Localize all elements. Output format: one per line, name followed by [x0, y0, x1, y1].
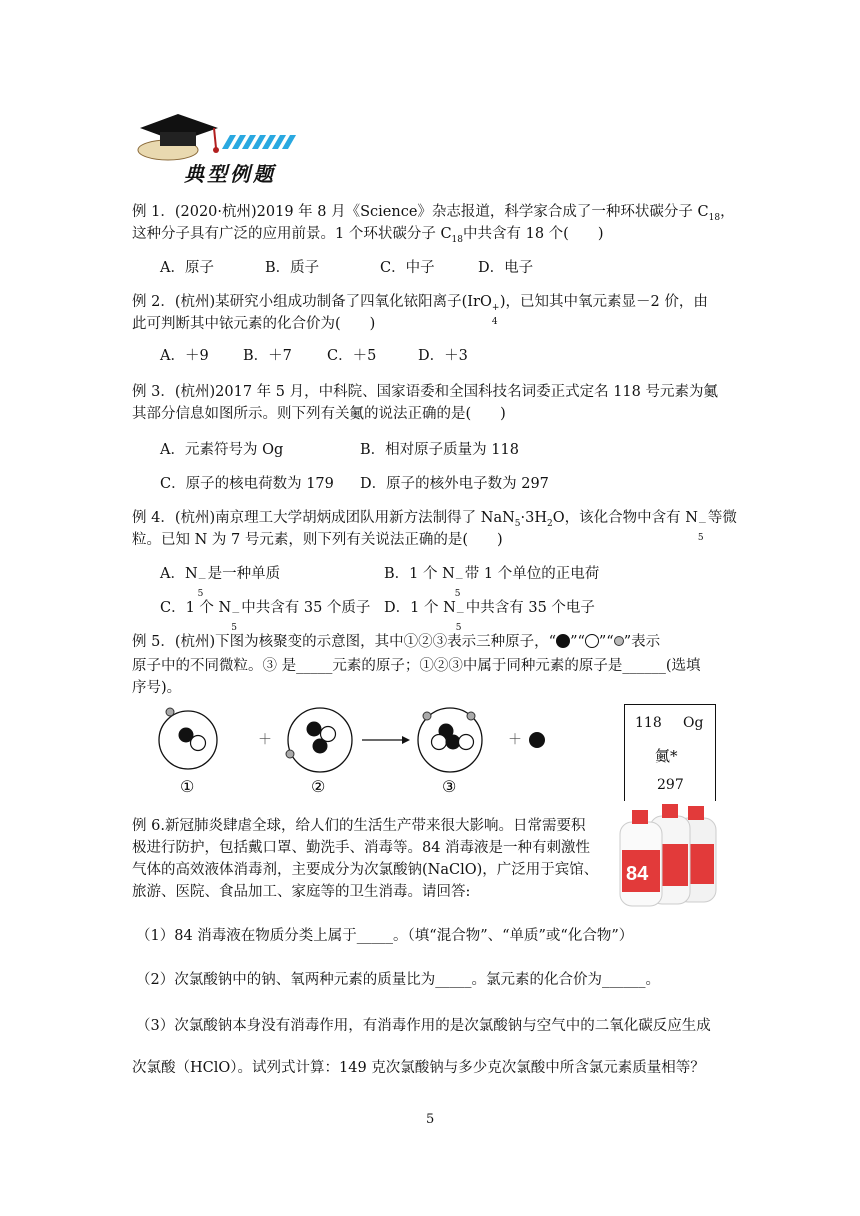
element-card	[624, 704, 716, 801]
ex2-line2: 此可判断其中铱元素的化合价为( )	[132, 316, 376, 332]
atom-2	[286, 708, 352, 772]
label-1: ①	[180, 777, 195, 796]
ex6-question-2: （2）次氯酸钠中的钠、氧两种元素的质量比为_____。氯元素的化合价为______。	[136, 972, 660, 988]
ex6-line1: 例 6.新冠肺炎肆虐全球，给人们的生活生产带来很大影响。日常需要积	[132, 818, 586, 834]
atom-1	[159, 708, 217, 769]
svg-text:84: 84	[626, 863, 649, 885]
ex3-line2: 其部分信息如图所示。则下列有关鿫的说法正确的是( )	[132, 406, 506, 422]
ex6-line4: 旅游、医院、食品加工、家庭等的卫生消毒。请回答:	[132, 884, 471, 900]
element-chinese-name: 鿫*	[655, 747, 678, 765]
ex4-line2: 粒。已知 N 为 7 号元素，则下列有关说法正确的是( )	[132, 532, 503, 548]
proton-dot-icon	[556, 634, 570, 648]
ex6-question-3b: 次氯酸（HClO）。试列式计算：149 克次氯酸钠与多少克次氯酸中所含氯元素质量相等？	[132, 1060, 705, 1076]
ex1-line2: 这种分子具有广泛的应用前景。1 个环状碳分子 $C_{18}$中共含有 18 个( )	[132, 226, 604, 245]
ex3-option-b: B．相对原子质量为 118	[360, 442, 519, 458]
ex5-line1: 例 5．(杭州)下图为核聚变的示意图，其中①②③表示三种原子，“ ”“ ”“ ”表示	[132, 634, 661, 650]
plus-sign-2: ＋	[508, 732, 522, 748]
ex1-line1: 例 1．(2020·杭州)2019 年 8 月《Science》杂志报道，科学家合成了一种环状碳分子 $C_{18}$，	[132, 204, 735, 223]
element-symbol: Og	[683, 715, 704, 731]
atomic-number: 118	[635, 715, 662, 731]
header-graphic	[130, 108, 300, 188]
electron-dot-icon	[614, 636, 624, 646]
decorative-stripes	[226, 134, 296, 153]
ex6-question-1: （1）84 消毒液在物质分类上属于_____。（填“混合物”、“单质”或“化合物”）	[136, 928, 634, 944]
label-3: ③	[442, 777, 457, 796]
page-number: 5	[426, 1112, 435, 1127]
atomic-mass: 297	[657, 777, 684, 793]
ex4-option-b: B．1 个 N － 5 带 1 个单位的正电荷	[384, 566, 600, 599]
ex1-option-b: B．质子	[265, 260, 320, 276]
ex1-option-a: A．原子	[160, 260, 214, 276]
ex2-option-c: C．＋5	[327, 348, 377, 364]
ex3-line1: 例 3．(杭州)2017 年 5 月，中科院、国家语委和全国科技名词委正式定名 118 号元素为鿫	[132, 384, 718, 400]
ex1-option-d: D．电子	[478, 260, 534, 276]
ex2-option-b: B．＋7	[243, 348, 292, 364]
ex3-option-d: D．原子的核外电子数为 297	[360, 476, 549, 492]
ex6-line3: 气体的高效液体消毒剂，主要成分为次氯酸钠(NaClO)，广泛用于宾馆、	[132, 862, 599, 878]
ex2-line1: 例 2．(杭州)某研究小组成功制备了四氧化铱阳离子(IrO + 4 )，已知其中氧元素显－2 价，由	[132, 294, 708, 327]
ex5-line2: 原子中的不同微粒。③ 是_____元素的原子；①②③中属于同种元素的原子是______(选填	[132, 658, 701, 674]
ex3-option-a: A．元素符号为 Og	[160, 442, 284, 458]
ex3-option-c: C．原子的核电荷数为 179	[160, 476, 334, 492]
ex4-line1: 例 4．(杭州)南京理工大学胡炳成团队用新方法制得了 $NaN_5\cdot 3H_2O$，该化合物中含有 N － 5 等微	[132, 510, 737, 543]
ex5-line3: 序号)。	[132, 680, 182, 696]
disinfectant-bottles-image	[614, 804, 726, 908]
ex1-option-c: C．中子	[380, 260, 435, 276]
label-2: ②	[311, 777, 326, 796]
neutron-circle-icon	[585, 634, 599, 648]
ex4-option-d: D．1 个 N － 5 中共含有 35 个电子	[384, 600, 595, 633]
ex2-option-a: A．＋9	[160, 348, 209, 364]
ex4-option-c: C．1 个 N － 5 中共含有 35 个质子	[160, 600, 371, 633]
ex4-option-a: A．N － 5 是一种单质	[160, 566, 281, 599]
fusion-diagram	[150, 700, 570, 796]
section-title: 典型例题	[184, 162, 276, 186]
ex2-option-d: D．＋3	[418, 348, 468, 364]
ex6-question-3a: （3）次氯酸钠本身没有消毒作用，有消毒作用的是次氯酸钠与空气中的二氧化碳反应生成	[136, 1018, 711, 1034]
released-particle	[529, 732, 545, 748]
element-name: 鿫	[703, 384, 718, 400]
ex6-line2: 极进行防护，包括戴口罩、勤洗手、消毒等。84 消毒液是一种有刺激性	[132, 840, 591, 856]
plus-sign-1: ＋	[258, 732, 272, 748]
atom-3	[418, 708, 482, 772]
